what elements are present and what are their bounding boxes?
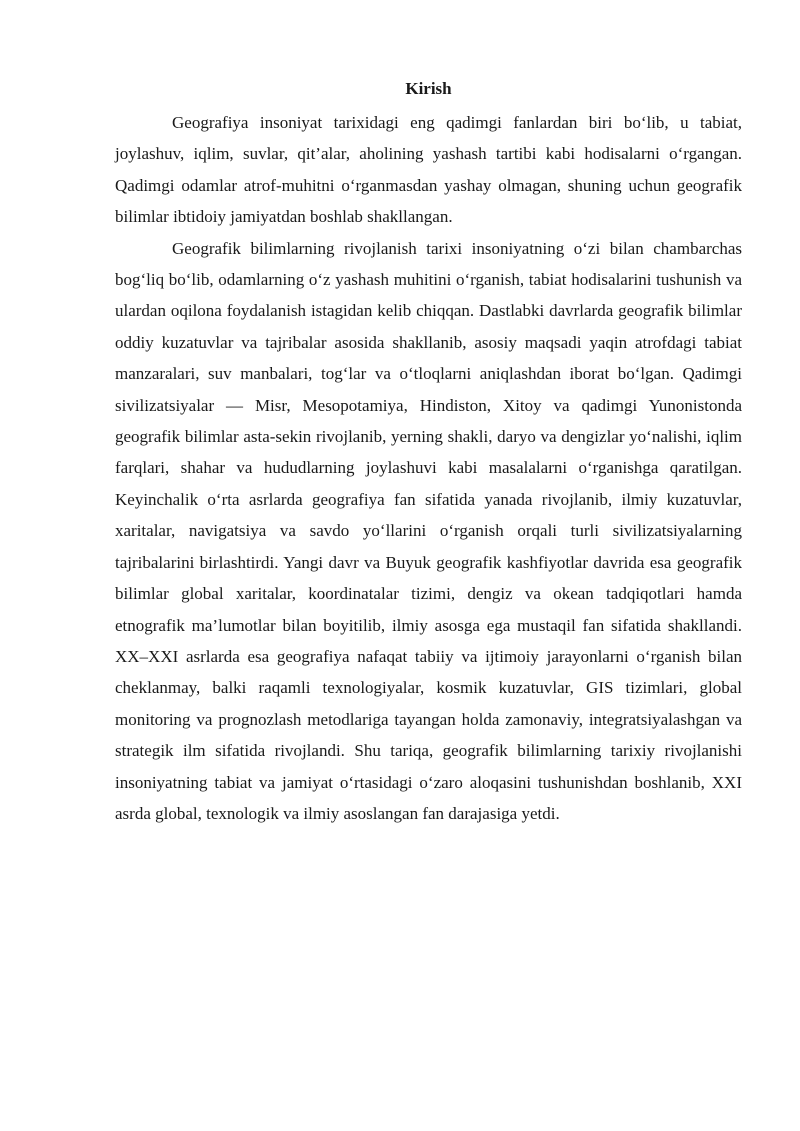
page-title: Kirish [405, 79, 452, 98]
document-body [115, 76, 742, 829]
paragraph-intro: Geografiya insoniyat tarixidagi eng qadimgi fanlardan biri bo‘lib, u tabiat, joylashuv, iqlim, suvlar, qit’alar, aholining yashash tartibi kabi hodisalarni o‘rgangan. Qadimgi odamlar atrof-muhitni o‘rganmasdan yashay olmagan, shuning uchun geografik bilimlar ibtidoiy jamiyatdan boshlab shakllangan. [115, 113, 742, 227]
paragraph-history: Geografik bilimlarning rivojlanish tarixi insoniyatning o‘zi bilan chambarchas bog‘liq bo‘lib, odamlarning o‘z yashash muhitini o‘rganish, tabiat hodisalarini tushunish va ulardan oqilona foydalanish istagidan kelib chiqqan. Dastlabki davrlarda geografik bilimlar oddiy kuzatuvlar va tajribalar asosida shakllanib, asosiy maqsadi yaqin atrofdagi tabiat manzaralari, suv manbalari, tog‘lar va o‘tloqlarni aniqlashdan iborat bo‘lgan. Qadimgi sivilizatsiyalar — Misr, Mesopotamiya, Hindiston, Xitoy va qadimgi Yunonistonda geografik bilimlar asta-sekin rivojlanib, yerning shakli, daryo va dengizlar yo‘nalishi, iqlim farqlari, shahar va hududlarning joylashuvi kabi masalalarni o‘rganishga qaratilgan. Keyinchalik o‘rta asrlarda geografiya fan sifatida yanada rivojlanib, ilmiy kuzatuvlar, xaritalar, navigatsiya va savdo yo‘llarini o‘rganish orqali turli sivilizatsiyalarning tajribalarini birlashtirdi. Yangi davr va Buyuk geografik kashfiyotlar davrida esa geografik bilimlar global xaritalar, koordinatalar tizimi, dengiz va okean tadqiqotlari hamda etnografik ma’lumotlar bilan boyitilib, ilmiy asosga ega mustaqil fan sifatida shakllandi. XX–XXI asrlarda esa geografiya nafaqat tabiiy va ijtimoiy jarayonlarni o‘rganish bilan cheklanmay, balki raqamli texnologiyalar, kosmik kuzatuvlar, GIS tizimlari, global monitoring va prognozlash metodlariga tayangan holda zamonaviy, integratsiyalashgan va strategik ilm sifatida rivojlandi. Shu tariqa, geografik bilimlarning tarixiy rivojlanishi insoniyatning tabiat va jamiyat o‘rtasidagi o‘zaro aloqasini tushunishdan boshlanib, XXI asrda global, texnologik va ilmiy asoslangan fan darajasiga yetdi. [115, 238, 742, 823]
